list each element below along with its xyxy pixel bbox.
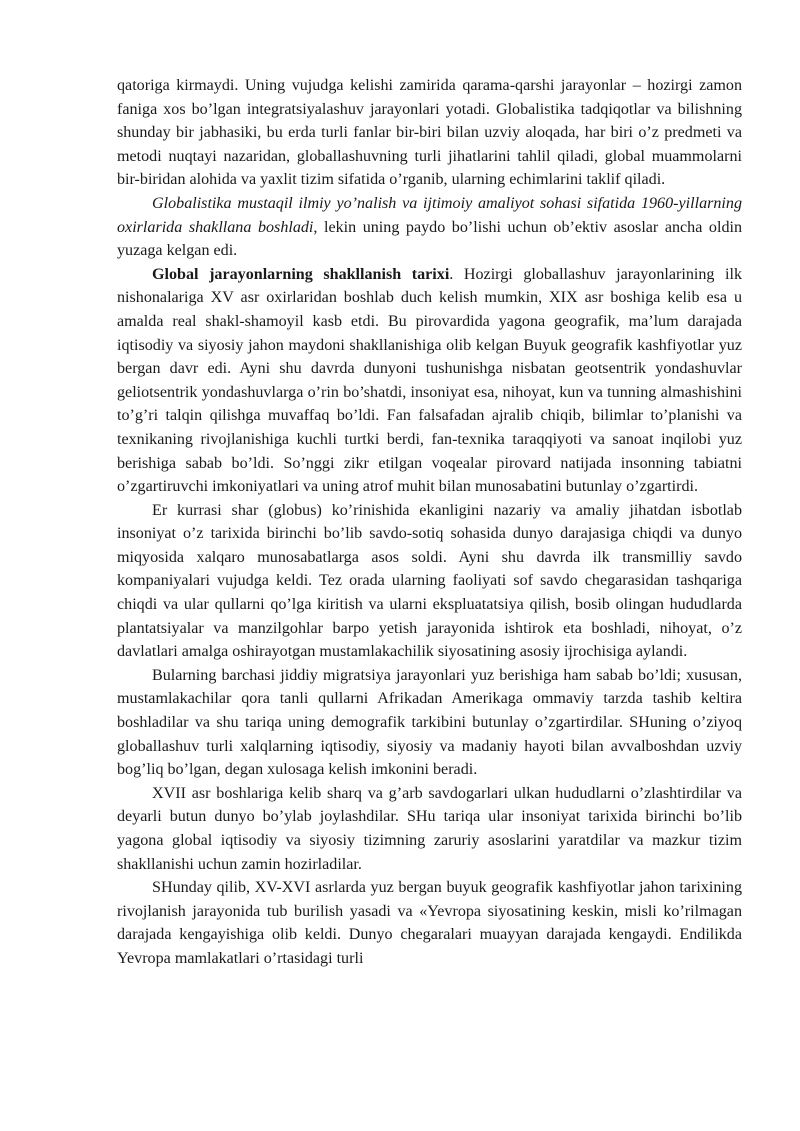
section-heading: Global jarayonlarning shakllanish tarixi: [152, 265, 450, 283]
paragraph-6: XVII asr boshlariga kelib sharq va g’arb savdogarlari ulkan hududlarni o’zlashtirdilar va deyarli butun dunyo bo’ylab joylashdilar. SHu tariqa ular insoniyat tarixida birinchi bo’lib yagona global iqtisodiy va siyosiy tizimning zaruriy asoslarini yaratdilar va mazkur tizim shakllanishi uchun zamin hozirladilar.: [117, 784, 742, 873]
paragraph-7: SHunday qilib, XV-XVI asrlarda yuz bergan buyuk geografik kashfiyotlar jahon tarixining rivojlanish jarayonida tub burilish yasadi va «Yevropa siyosatining keskin, misli ko’rilmagan darajada kengayishiga olib keldi. Dunyo chegaralari muayyan darajada kengaydi. Endilikda Yevropa mamlakatlari o’rtasidagi turli: [117, 879, 742, 967]
paragraph-2: [117, 192, 742, 263]
document-page: [117, 74, 742, 971]
paragraph-2-rest: , lekin uning paydo bo’lishi uchun ob’ektiv asoslar ancha oldin yuzaga kelgan edi.: [117, 218, 743, 260]
paragraph-3: [117, 263, 742, 499]
paragraph-1: qatoriga kirmaydi. Uning vujudga kelishi zamirida qarama-qarshi jarayonlar – hozirgi zamon faniga xos bo’lgan integratsiyalashuv jarayonlari yotadi. Globalistika tadqiqotlar va bilishning shunday bir jabhasiki, bu erda turli fanlar bir-biri bilan uzviy aloqada, har biri o’z predmeti va metodi nuqtayi nazaridan, globallashuvning turli jihatlarini tahlil qiladi, global muammolarni bir-biridan alohida va yaxlit tizim sifatida o’rganib, ularning echimlarini taklif qiladi.: [117, 77, 742, 189]
paragraph-4: Er kurrasi shar (globus) ko’rinishida ekanligini nazariy va amaliy jihatdan isbotlab insoniyat o’z tarixida birinchi bo’lib savdo-sotiq sohasida dunyo darajasiga chiqdi va dunyo miqyosida xalqaro munosabatlarga asos soldi. Ayni shu davrda ilk transmilliy savdo kompaniyalari vujudga keldi. Tez orada ularning faoliyati sof savdo chegarasidan tashqariga chiqdi va ular qullarni qo’lga kiritish va ularni ekspluatatsiya qilish, bosib olingan hududlarda plantatsiyalar va manzilgohlar barpo yetish jarayonida ishtirok eta boshladi, nihoyat, o’z davlatlari amalga oshirayotgan mustamlakachilik siyosatining asosiy ijrochisiga aylandi.: [117, 501, 742, 661]
paragraph-5: Bularning barchasi jiddiy migratsiya jarayonlari yuz berishiga ham sabab bo’ldi; xususan, mustamlakachilar qora tanli qullarni Afrikadan Amerikaga ommaviy tarzda tashib keltira boshladilar va shu tariqa uning demografik tarkibini butunlay o’zgartirdilar. SHuning o’ziyoq globallashuv turli xalqlarning iqtisodiy, siyosiy va madaniy hayoti bilan avvalboshdan uzviy bog’liq bo’lgan, degan xulosaga kelish imkonini beradi.: [117, 666, 742, 779]
italic-definition: Globalistika mustaqil ilmiy yo’nalish va ijtimoiy amaliyot sohasi sifatida 1960-yillarning oxirlarida shakllana boshladi: [117, 194, 742, 236]
paragraph-3-rest: . Hozirgi globallashuv jarayonlarining ilk nishonalariga XV asr oxirlaridan boshlab duch kelish mumkin, XIX asr boshiga kelib esa u amalda real shakl-shamoyil kasb etdi. Bu pirovardida yagona geografik, ma’lum darajada iqtisodiy va siyosiy jahon maydoni shakllanishiga olib kelgan Buyuk geografik kashfiyotlar yuz bergan davr edi. Ayni shu davrda dunyoni tushunishga nisbatan geotsentrik yondashuvlar geliotsentrik yondashuvlarga o’rin bo’shatdi, insoniyat esa, nihoyat, kun va tunning almashishini to’g’ri talqin qilishga muvaffaq bo’ldi. Fan falsafadan ajralib chiqib, bilimlar to’planishi va texnikaning rivojlanishiga kuchli turtki berdi, fan-texnika taraqqiyoti va sanoat inqilobi yuz berishiga sabab bo’ldi. So’nggi zikr etilgan voqealar pirovard natijada insonning tabiatni o’zgartiruvchi imkoniyatlari va uning atrof muhit bilan munosabatini butunlay o’zgartirdi.: [117, 265, 742, 496]
